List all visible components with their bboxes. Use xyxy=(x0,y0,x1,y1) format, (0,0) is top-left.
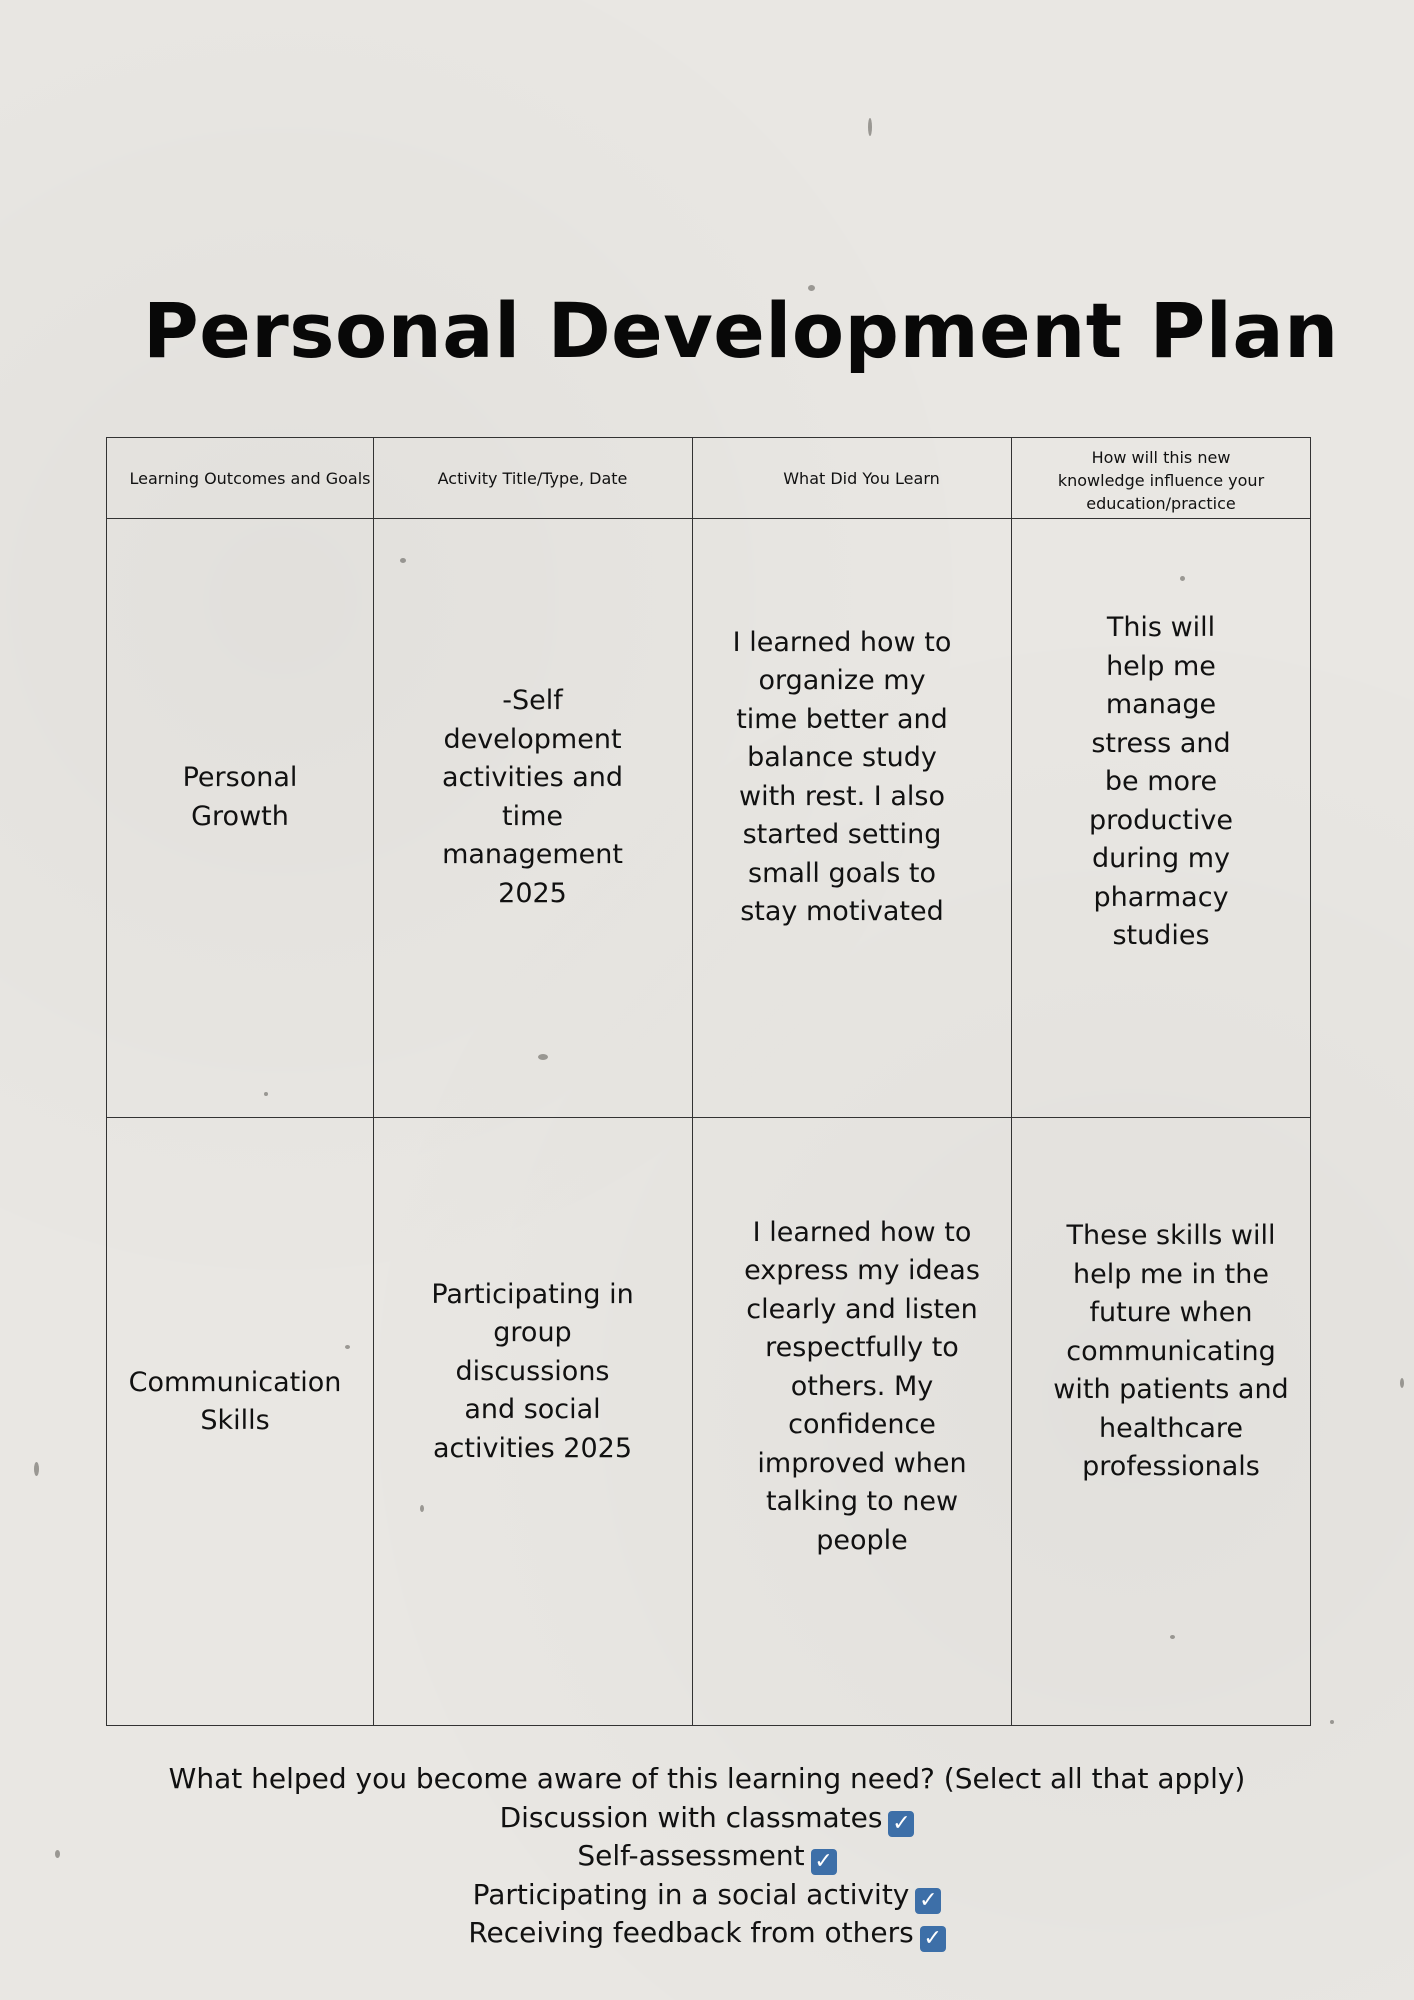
awareness-question: What helped you become aware of this learning need? (Select all that apply) xyxy=(168,1762,1246,1795)
option-self-assessment[interactable] xyxy=(0,1837,1414,1876)
option-label: Discussion with classmates xyxy=(499,1800,883,1834)
check-box-icon[interactable]: ✓ xyxy=(811,1849,837,1875)
row1-influence: This will help me manage stress and be more productive during my pharmacy studies xyxy=(1089,612,1233,952)
page-title: Personal Development Plan xyxy=(143,286,1339,375)
row1-activity: -Self development activities and time management 2025 xyxy=(441,685,624,909)
option-social-activity[interactable] xyxy=(0,1876,1414,1915)
development-plan-table xyxy=(106,437,1311,1726)
option-label: Participating in a social activity xyxy=(472,1877,910,1911)
check-box-icon[interactable]: ✓ xyxy=(920,1926,946,1952)
header-influence: How will this new knowledge influence your education/practice xyxy=(1057,447,1265,513)
row1-goal: Personal Growth xyxy=(182,762,298,832)
check-box-icon[interactable]: ✓ xyxy=(915,1888,941,1914)
row2-learned: I learned how to express my ideas clearly and listen respectfully to others. My confidence improved when talking to new people xyxy=(744,1216,980,1556)
row2-goal: Communication Skills xyxy=(128,1366,342,1436)
header-learning-outcomes: Learning Outcomes and Goals xyxy=(129,468,371,488)
option-label: Receiving feedback from others xyxy=(468,1916,914,1949)
header-what-learned: What Did You Learn xyxy=(783,468,940,488)
header-activity-title: Activity Title/Type, Date xyxy=(437,468,628,488)
row2-influence: These skills will help me in the future when communicating with patients and healthcare professionals xyxy=(1053,1220,1289,1483)
row1-learned: I learned how to organize my time better and balance study with rest. I also started setting small goals to stay motivated xyxy=(732,626,952,927)
option-feedback-others[interactable] xyxy=(0,1914,1414,1953)
check-box-icon[interactable]: ✓ xyxy=(888,1811,914,1837)
option-label: Self-assessment xyxy=(577,1839,805,1872)
row2-activity: Participating in group discussions and social activities 2025 xyxy=(431,1278,634,1464)
option-discussion-classmates[interactable] xyxy=(0,1799,1414,1838)
awareness-section xyxy=(0,1760,1414,1953)
